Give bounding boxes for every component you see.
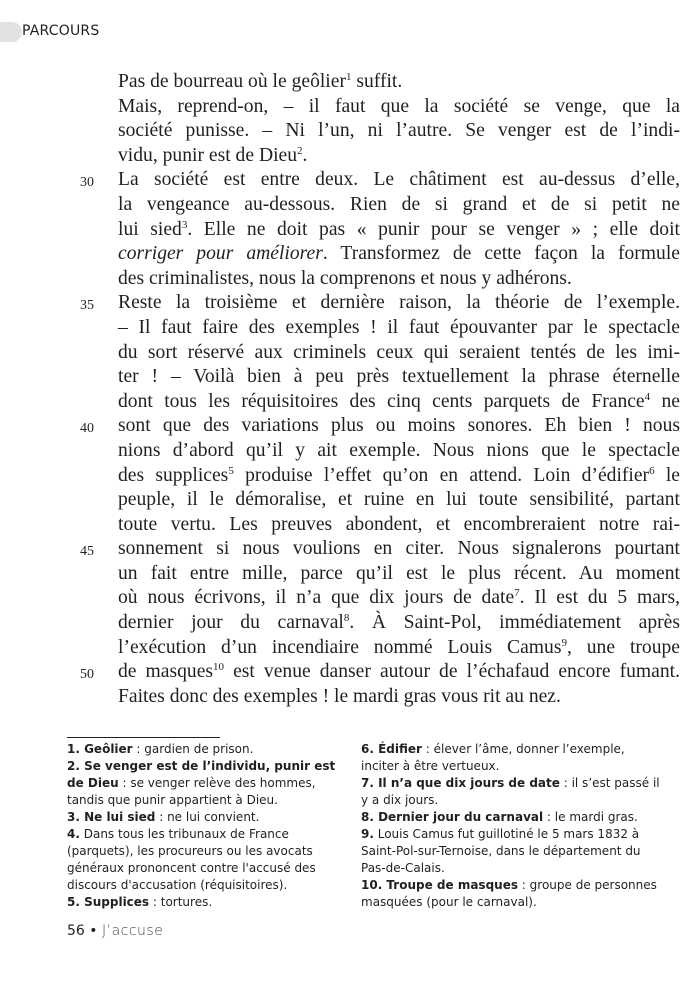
text-line [118,586,680,611]
footnote-definition: Dans tous les tribunaux de France (parquets), les procureurs ou les avocats généraux prononcent contre l'accusé des discours d'accusation (réquisitoires). [67,827,316,892]
footnote-term: 10. Troupe de masques [361,878,518,892]
footnote-item [67,758,347,809]
text-run: dont tous les réquisitoires des cinq cents parquets de France [118,390,645,412]
text-run: Pas de bourreau où le geôlier [118,71,346,92]
folio-bullet: • [89,923,98,939]
text-run: nions d’abord qu’il y ait exemple. Nous nions que le spectacle [118,439,680,461]
text-run: , une troupe [566,636,681,658]
text-line [118,488,680,513]
text-line [118,242,680,267]
footnote-term: 4. [67,827,80,841]
text-line [80,291,680,316]
section-header: PARCOURS [22,23,100,39]
section-tab-marker [0,22,22,42]
footnote-definition: Louis Camus fut guillotiné le 5 mars 1832 à Saint-Pol-sur-Ternoise, dans le département du Pas-de-Calais. [361,827,641,875]
text-run: société punisse. – Ni l’un, ni l’autre. Se venger est de l’indi- [118,120,680,142]
footnote-item [361,775,661,809]
footnote-item [67,809,347,826]
text-line [118,439,680,464]
text-line [118,70,680,95]
footnote-item [67,826,347,894]
line-number: 50 [80,667,94,683]
text-run: dernier jour du carnaval [118,612,344,634]
footnote-definition: : élever l’âme, donner l’exemple, inciter à être vertueux. [361,742,625,773]
text-run: est venue danser autour de l’échafaud encore fumant. [224,661,680,683]
text-run: ne [650,390,680,412]
text-run: . [302,144,308,166]
line-number: 35 [80,298,94,314]
footnote-ref: 4 [644,390,651,403]
text-line [118,144,680,169]
text-line [118,341,680,366]
text-run: de masques [118,661,214,683]
line-number: 30 [80,175,94,191]
text-run: . Transformez de cette façon la formule [322,243,680,265]
footnote-definition: : ne lui convient. [155,810,260,824]
footnote-definition: : gardien de prison. [132,742,254,756]
text-run: produise l’effet qu’on en attend. Loin d’édifier [233,464,650,486]
text-run: peuple, il le démoralise, et ruine en lui toute sensibilité, partant [118,489,680,511]
text-run: . Il est du 5 mars, [519,587,680,609]
footnote-ref: 3 [181,218,188,231]
page-number: 56 [67,923,85,939]
footnote-term: 8. Dernier jour du carnaval [361,810,544,824]
footnotes-left-column [67,741,347,911]
footnote-term: 2. Se venger est de l’individu, punir est de Dieu [67,759,336,790]
book-title: J’accuse [102,923,164,939]
main-text-body [80,70,681,709]
text-line [118,365,680,390]
footnote-item [67,741,347,758]
text-run: sonnement si nous voulions en citer. Nous signalerons pourtant [118,538,680,560]
footnote-ref: 8 [343,612,350,625]
text-line [118,267,680,292]
text-run: toute vertu. Les preuves abondent, et encombreraient notre rai- [118,513,680,535]
text-run: vidu, punir est de Dieu [118,144,298,166]
text-line [118,513,680,538]
footnote-item [361,741,661,775]
text-line [118,218,680,243]
text-run: où nous écrivons, il n’a que dix jours de date [118,587,515,609]
italic-text: corriger pour améliorer [118,243,323,265]
footnote-term: 3. Ne lui sied [67,810,156,824]
text-run: . À Saint-Pol, immédiatement après [349,612,680,634]
text-run: Faites donc des exemples ! le mardi gras vous rit au nez. [118,685,561,707]
footnote-ref: 2 [297,144,303,157]
text-run: l’exécution d’un incendiaire nommé Louis Camus [118,636,562,658]
text-run: Reste la troisième et dernière raison, la théorie de l’exemple. [118,292,680,314]
footnote-ref: 9 [561,636,567,649]
text-run: . Elle ne doit pas « punir pour se venger » ; elle doit [187,218,680,240]
footnote-definition: : groupe de personnes masquées (pour le carnaval). [361,878,657,909]
line-number: 45 [80,544,94,560]
text-run: suffit. [351,71,403,92]
line-number: 40 [80,421,94,437]
footnote-separator [67,737,220,738]
text-line [118,390,680,415]
footnote-term: 1. Geôlier [67,742,133,756]
text-line [80,660,680,685]
footnotes-right-column [361,741,661,911]
footnote-item [361,809,661,826]
text-line [118,611,680,636]
text-run: du sort réservé aux criminels ceux qui seraient tentés de les imi- [118,341,680,363]
footnote-definition: : se venger relève des hommes, tandis que punir appartient à Dieu. [67,776,316,807]
footnote-ref: 10 [213,661,225,674]
footnote-term: 7. Il n’a que dix jours de date [361,776,560,790]
text-run: des supplices [118,464,229,486]
text-run: sont que des variations plus ou moins sonores. Eh bien ! nous [118,415,680,437]
text-line [118,464,680,489]
footnote-ref: 1 [345,71,352,83]
text-run: – Il faut faire des exemples ! il faut épouvanter par le spectacle [118,316,680,338]
footnote-item [67,894,347,911]
footnote-ref: 7 [514,587,520,600]
text-line [118,95,680,120]
text-run: lui sied [118,218,182,240]
text-line [80,414,680,439]
footnote-term: 5. Supplices [67,895,150,909]
text-line [80,537,680,562]
footnote-term: 6. Édifier [361,742,422,756]
footnote-ref: 5 [228,464,234,477]
footnote-item [361,877,661,911]
text-line [118,316,680,341]
text-run: ter ! – Voilà bien à peu près textuellement la phrase éternelle [118,366,680,388]
text-run: La société est entre deux. Le châtiment est au-dessus d’elle, [118,169,680,191]
text-line [80,168,680,193]
text-run: la vengeance au-dessous. Rien de si grand et de si petit ne [118,193,680,215]
text-run: Mais, reprend-on, – il faut que la société se venge, que la [118,95,680,117]
text-run: des criminalistes, nous la comprenons et nous y adhérons. [118,267,572,289]
footnote-term: 9. [361,827,374,841]
text-line [118,193,680,218]
text-line [118,636,680,661]
text-line [118,562,680,587]
footnote-definition: : il s’est passé il y a dix jours. [361,776,660,807]
footnote-definition: : le mardi gras. [543,810,638,824]
text-line [118,685,680,710]
footnote-ref: 6 [649,464,655,477]
text-run: le [654,464,680,486]
page-folio [67,923,163,939]
footnote-item [361,826,661,877]
text-run: un fait entre mille, parce qu’il est le plus récent. Au moment [118,562,680,584]
footnote-definition: : tortures. [149,895,213,909]
text-line [118,119,680,144]
